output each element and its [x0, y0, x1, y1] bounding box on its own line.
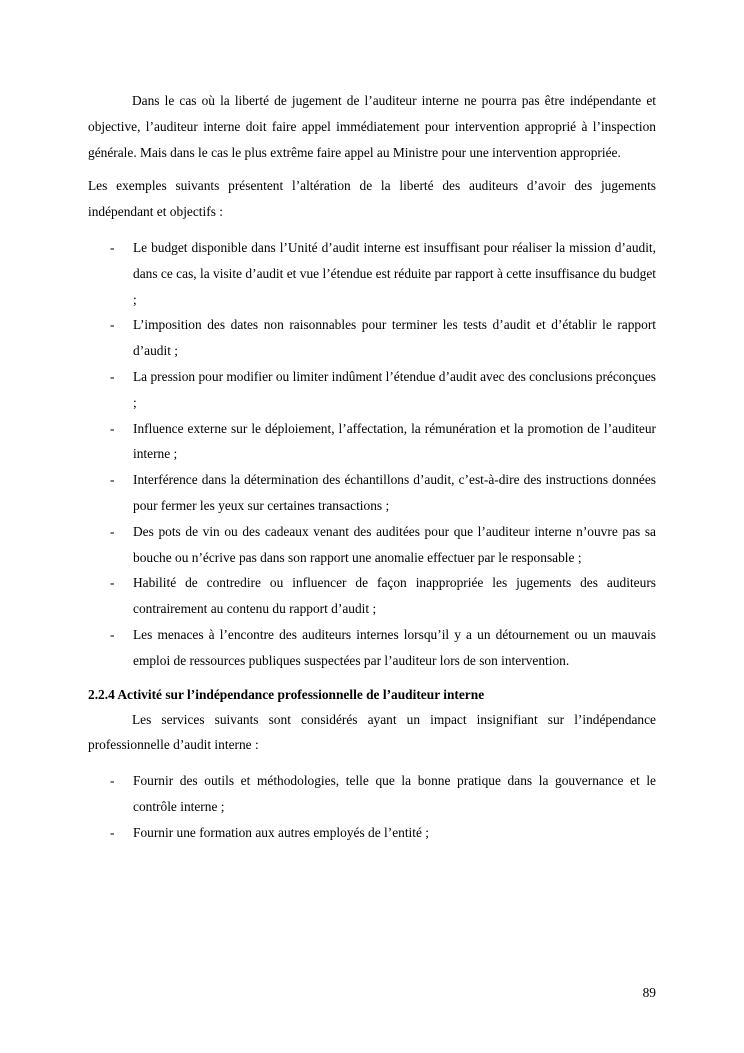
spacer [88, 225, 656, 235]
bullet-dash: - [110, 575, 115, 591]
bullet-dash: - [110, 420, 115, 436]
list-item-text: Interférence dans la détermination des échantillons d’audit, c’est-à-dire des instructions données pour fermer les yeux sur certaines transactions ; [133, 472, 656, 513]
bullet-dash: - [110, 626, 115, 642]
list-item [88, 416, 656, 468]
list-item-text: La pression pour modifier ou limiter indûment l’étendue d’audit avec des conclusions préconçues ; [133, 368, 656, 410]
section-intro-paragraph: Les services suivants sont considérés ayant un impact insignifiant sur l’indépendance professionnelle d’audit interne : [88, 711, 656, 753]
list-item [88, 768, 656, 820]
spacer [88, 758, 656, 768]
document-page [88, 88, 656, 846]
list-item-text: Habilité de contredire ou influencer de façon inappropriée les jugements des auditeurs contrairement au contenu du rapport d’audit ; [133, 575, 656, 617]
list-item [88, 622, 656, 674]
list-item-text: Influence externe sur le déploiement, l’affectation, la rémunération et la promotion de l’auditeur interne ; [133, 420, 656, 462]
list-item-text: Le budget disponible dans l’Unité d’audit interne est insuffisant pour réaliser la mission d’audit, dans ce cas, la visite d’audit et vue l’étendue est réduite par rapport à cette insuffisance du budget ; [133, 239, 656, 307]
list-item [88, 467, 656, 519]
intro-paragraph: Dans le cas où la liberté de jugement de l’auditeur interne ne pourra pas être indépendante et objective, l’auditeur interne doit faire appel immédiatement pour intervention approprié à l’inspection générale. Mais dans le cas le plus extrême faire appel au Ministre pour une intervention appropriée. [88, 93, 656, 160]
page-number: 89 [642, 985, 656, 1000]
spacer [88, 674, 656, 682]
bullet-dash: - [110, 317, 115, 333]
list-item [88, 235, 656, 312]
bullet-dash: - [110, 523, 115, 539]
spacer [88, 165, 656, 173]
list-item-text: Des pots de vin ou des cadeaux venant des auditées pour que l’auditeur interne n’ouvre pas sa bouche ou n’écrive pas dans son rapport une anomalie effectuer par le responsable ; [133, 523, 656, 565]
bullet-dash: - [110, 472, 115, 488]
bullet-dash: - [110, 824, 115, 840]
list-item [88, 312, 656, 364]
list-item-text: Fournir une formation aux autres employés de l’entité ; [133, 824, 429, 840]
list-item-text: Fournir des outils et méthodologies, telle que la bonne pratique dans la gouvernance et le contrôle interne ; [133, 773, 656, 814]
services-list [88, 768, 656, 845]
list-item [88, 519, 656, 571]
list-item-text: L’imposition des dates non raisonnables pour terminer les tests d’audit et d’établir le rapport d’audit ; [133, 317, 656, 359]
bullet-dash: - [110, 368, 115, 384]
list-item [88, 820, 656, 846]
list-item [88, 570, 656, 622]
bullet-dash: - [110, 773, 115, 789]
section-heading: 2.2.4 Activité sur l’indépendance professionnelle de l’auditeur interne [88, 686, 485, 702]
examples-intro-paragraph: Les exemples suivants présentent l’altération de la liberté des auditeurs d’avoir des jugements indépendant et objectifs : [88, 178, 656, 220]
bullet-dash: - [110, 239, 115, 255]
list-item [88, 364, 656, 416]
examples-list [88, 235, 656, 674]
list-item-text: Les menaces à l’encontre des auditeurs internes lorsqu’il y a un détournement ou un mauvais emploi de ressources publiques suspectées par l’auditeur lors de son intervention. [133, 626, 656, 668]
